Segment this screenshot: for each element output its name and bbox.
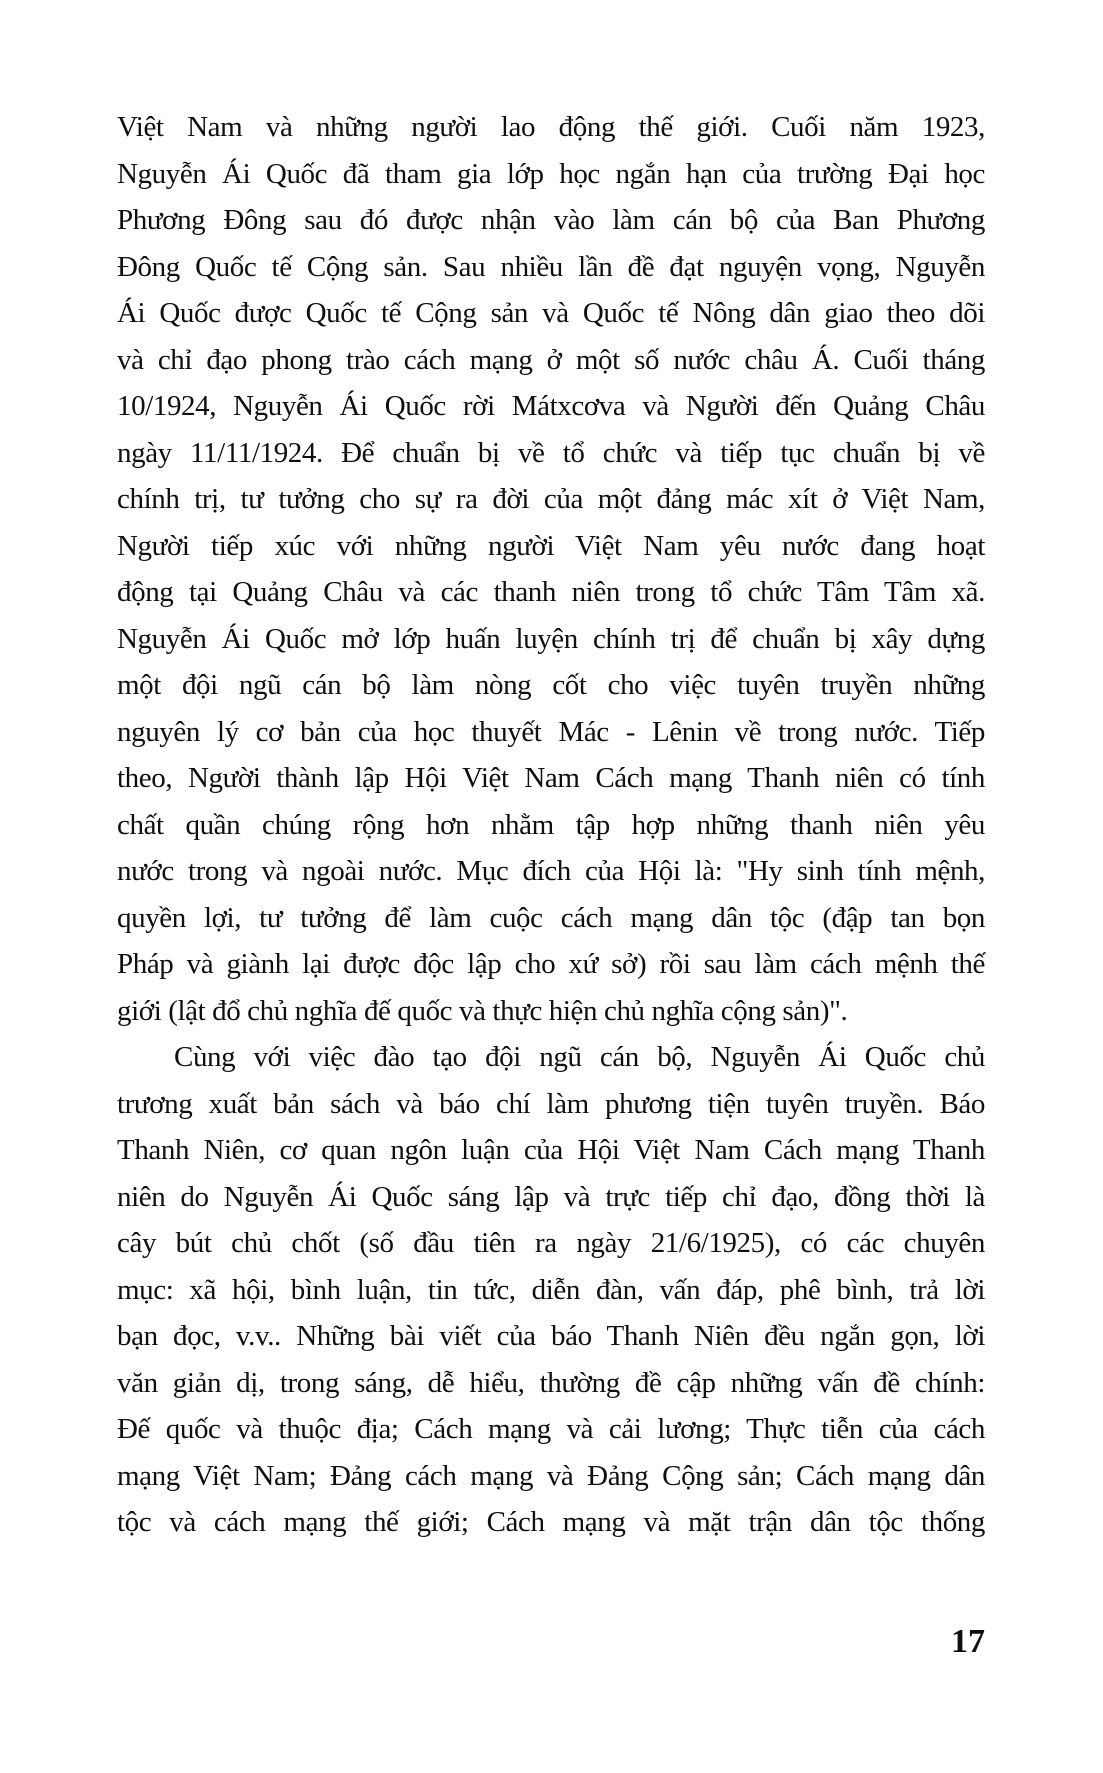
text-line: theo, Người thành lập Hội Việt Nam Cách mạng Thanh niên có tính [117,762,985,794]
text-line: Nguyễn Ái Quốc mở lớp huấn luyện chính trị để chuẩn bị xây dựng [117,622,985,655]
text-line: Người tiếp xúc với những người Việt Nam yêu nước đang hoạt [117,529,985,562]
text-line: Thanh Niên, cơ quan ngôn luận của Hội Việt Nam Cách mạng Thanh [117,1134,985,1166]
text-line: quyền lợi, tư tưởng để làm cuộc cách mạng dân tộc (đập tan bọn [117,901,985,934]
text-line: động tại Quảng Châu và các thanh niên trong tổ chức Tâm Tâm xã. [117,576,985,608]
text-line: nguyên lý cơ bản của học thuyết Mác - Lênin về trong nước. Tiếp [117,715,985,748]
text-line: 10/1924, Nguyễn Ái Quốc rời Mátxcơva và Người đến Quảng Châu [117,390,985,422]
text-line: Cùng với việc đào tạo đội ngũ cán bộ, Nguyễn Ái Quốc chủ [174,1041,985,1073]
text-line: chất quần chúng rộng hơn nhằm tập hợp những thanh niên yêu [117,808,985,841]
text-line: cây bút chủ chốt (số đầu tiên ra ngày 21/6/1925), có các chuyên [117,1227,985,1259]
text-line: một đội ngũ cán bộ làm nòng cốt cho việc tuyên truyền những [117,669,985,701]
text-line: văn giản dị, trong sáng, dễ hiểu, thường đề cập những vấn đề chính: [117,1366,985,1399]
text-line: Phương Đông sau đó được nhận vào làm cán bộ của Ban Phương [117,204,985,236]
text-line: bạn đọc, v.v.. Những bài viết của báo Thanh Niên đều ngắn gọn, lời [117,1320,985,1352]
text-line: Nguyễn Ái Quốc đã tham gia lớp học ngắn hạn của trường Đại học [117,157,985,190]
text-line: tộc và cách mạng thế giới; Cách mạng và mặt trận dân tộc thống [117,1506,985,1538]
text-line: Đế quốc và thuộc địa; Cách mạng và cải lương; Thực tiễn của cách [117,1413,985,1445]
text-line: và chỉ đạo phong trào cách mạng ở một số nước châu Á. Cuối tháng [117,343,985,376]
page-body-text [117,104,985,1546]
text-line: mục: xã hội, bình luận, tin tức, diễn đàn, vấn đáp, phê bình, trả lời [117,1273,985,1306]
page-number: 17 [951,1623,985,1660]
text-line: giới (lật đổ chủ nghĩa đế quốc và thực hiện chủ nghĩa cộng sản)". [117,994,848,1027]
text-line: nước trong và ngoài nước. Mục đích của Hội là: "Hy sinh tính mệnh, [117,855,985,887]
text-line: ngày 11/11/1924. Để chuẩn bị về tổ chức và tiếp tục chuẩn bị về [117,436,985,469]
text-line: Đông Quốc tế Cộng sản. Sau nhiều lần đề đạt nguyện vọng, Nguyễn [117,250,985,283]
text-line: Việt Nam và những người lao động thế giới. Cuối năm 1923, [117,111,985,143]
text-line: chính trị, tư tưởng cho sự ra đời của một đảng mác xít ở Việt Nam, [117,483,985,515]
text-line: Ái Quốc được Quốc tế Cộng sản và Quốc tế Nông dân giao theo dõi [117,297,985,329]
text-line: niên do Nguyễn Ái Quốc sáng lập và trực tiếp chỉ đạo, đồng thời là [117,1180,985,1213]
text-line: mạng Việt Nam; Đảng cách mạng và Đảng Cộng sản; Cách mạng dân [117,1459,985,1492]
text-line: trương xuất bản sách và báo chí làm phương tiện tuyên truyền. Báo [117,1087,985,1120]
text-line: Pháp và giành lại được độc lập cho xứ sở) rồi sau làm cách mệnh thế [117,948,985,980]
